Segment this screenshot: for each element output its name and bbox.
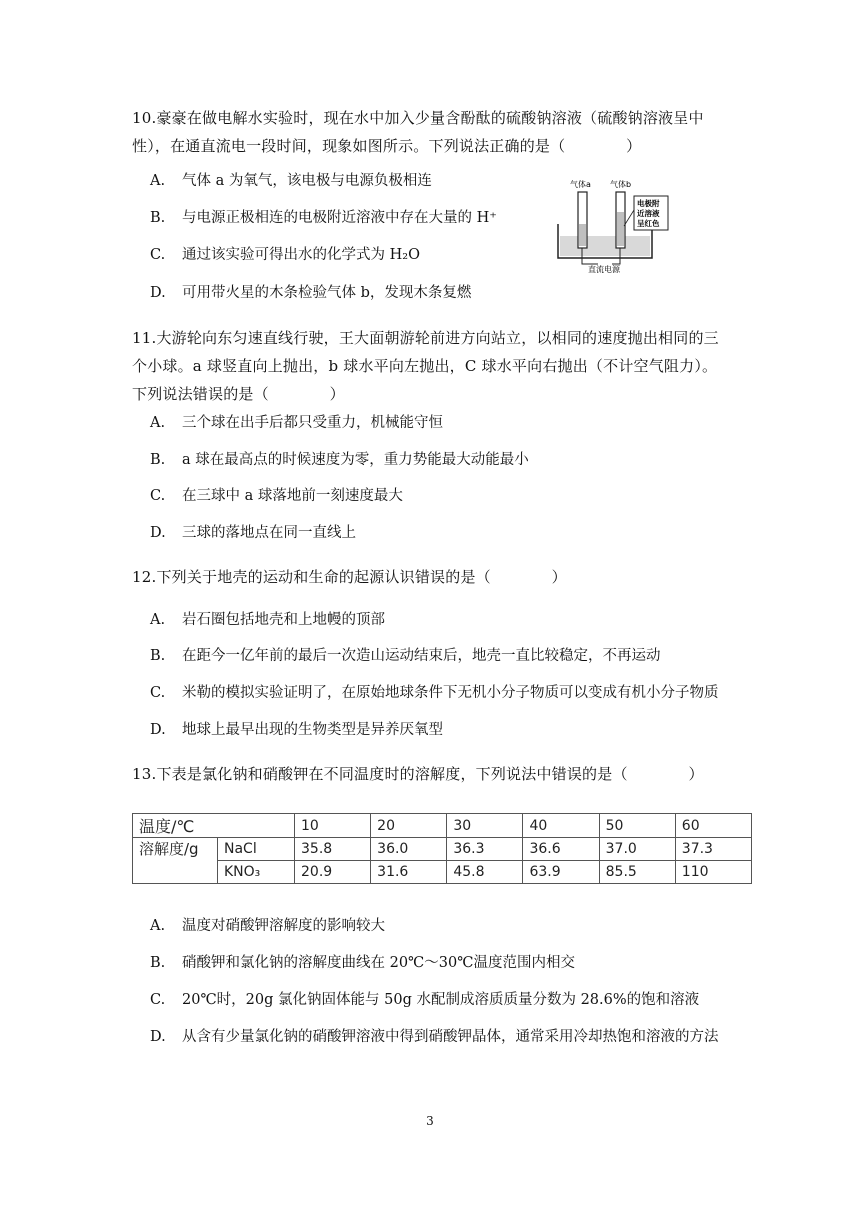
question-11-option-d: D. 三球的落地点在同一直线上 [150,525,356,541]
question-12-stem: 12.下列关于地壳的运动和生命的起源认识错误的是（ ） [132,568,567,586]
substance-name: NaCl [218,838,295,861]
temp-cell: 60 [675,814,751,838]
temp-cell: 40 [523,814,599,838]
value-cell: 20.9 [295,861,371,884]
solubility-table [132,813,752,884]
table-row [133,814,752,838]
page-number: 3 [426,1114,434,1128]
substance-name: KNO₃ [218,861,295,884]
question-13-option-c: C. 20℃时，20g 氯化钠固体能与 50g 水配制成溶质质量分数为 28.6%的饱和溶液 [150,992,700,1008]
temp-cell: 10 [295,814,371,838]
question-10-option-c: C. 通过该实验可得出水的化学式为 H₂O [150,247,420,263]
question-13-option-a: A. 温度对硝酸钾溶解度的影响较大 [150,918,385,934]
power-label: 直流电源 [588,265,620,274]
question-12-option-c: C. 米勒的模拟实验证明了，在原始地球条件下无机小分子物质可以变成有机小分子物质 [150,685,719,701]
value-cell: 36.6 [523,838,599,861]
value-cell: 37.0 [599,838,675,861]
table-row [133,838,752,861]
temp-cell: 30 [447,814,523,838]
value-cell: 45.8 [447,861,523,884]
question-12-option-a: A. 岩石圈包括地壳和上地幔的顶部 [150,612,385,628]
question-13-stem: 13.下表是氯化钠和硝酸钾在不同温度时的溶解度，下列说法中错误的是（ ） [132,765,704,783]
value-cell: 31.6 [371,861,447,884]
question-13-option-b: B. 硝酸钾和氯化钠的溶解度曲线在 20℃～30℃温度范围内相交 [150,955,575,971]
question-11-option-a: A. 三个球在出手后都只受重力，机械能守恒 [150,415,443,431]
question-11-option-c: C. 在三球中 a 球落地前一刻速度最大 [150,488,403,504]
value-cell: 37.3 [675,838,751,861]
note-line-1: 电极附 [637,199,660,208]
question-12-option-b: B. 在距今一亿年前的最后一次造山运动结束后，地壳一直比较稳定，不再运动 [150,648,661,664]
temp-cell: 20 [371,814,447,838]
table-row [133,861,752,884]
value-cell: 35.8 [295,838,371,861]
electrolysis-diagram [554,178,670,274]
temp-cell: 50 [599,814,675,838]
value-cell: 36.3 [447,838,523,861]
question-12-option-d: D. 地球上最早出现的生物类型是异养厌氧型 [150,722,443,738]
solubility-header: 溶解度/g [133,838,218,884]
question-13-option-d: D. 从含有少量氯化钠的硝酸钾溶液中得到硝酸钾晶体，通常采用冷却热饱和溶液的方法 [150,1029,719,1045]
question-10-option-a: A. 气体 a 为氧气，该电极与电源负极相连 [150,173,432,189]
value-cell: 110 [675,861,751,884]
note-line-3: 呈红色 [637,219,660,228]
note-line-2: 近溶液 [637,209,660,218]
value-cell: 36.0 [371,838,447,861]
question-11-stem: 11.大游轮向东匀速直线行驶，王大面朝游轮前进方向站立，以相同的速度抛出相同的三个小球。a 球竖直向上抛出，b 球水平向左抛出，C 球水平向右抛出（不计空气阻力）。下列说法错误的是（ ） [132,329,719,403]
value-cell: 63.9 [523,861,599,884]
gas-a-label: 气体a [570,180,591,189]
question-10-option-b: B. 与电源正极相连的电极附近溶液中存在大量的 H⁺ [150,210,497,226]
temp-header: 温度/℃ [133,814,295,838]
question-11-option-b: B. a 球在最高点的时候速度为零，重力势能最大动能最小 [150,452,529,468]
question-10-option-d: D. 可用带火星的木条检验气体 b，发现木条复燃 [150,285,472,301]
value-cell: 85.5 [599,861,675,884]
question-10-stem: 10.豪豪在做电解水实验时，现在水中加入少量含酚酞的硫酸钠溶液（硫酸钠溶液呈中性），在通直流电一段时间，现象如图所示。下列说法正确的是（ ） [132,109,704,155]
gas-b-label: 气体b [610,180,632,189]
